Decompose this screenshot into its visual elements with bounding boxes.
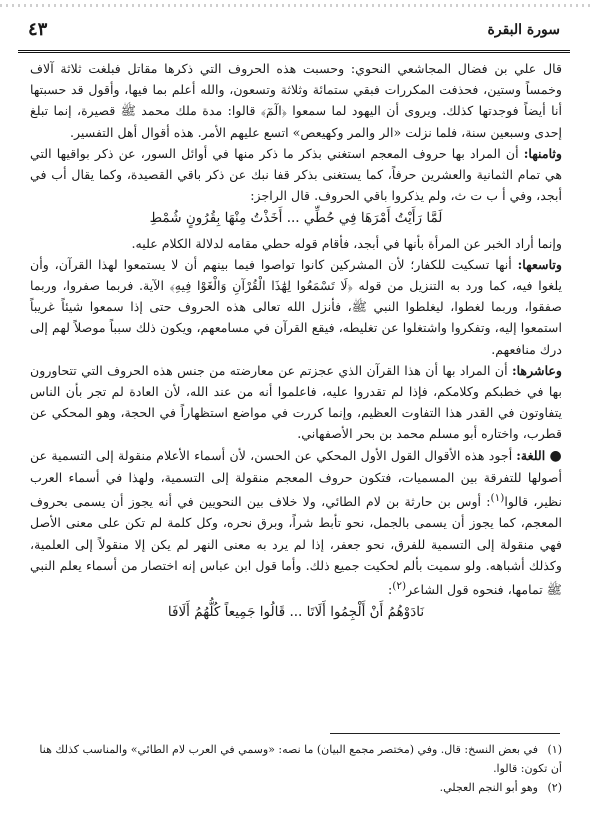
paragraph-2-text: أن المراد بها حروف المعجم استغني بذكر ما ذكر منها في أوائل السور، عن ذكر بواقيها التي هي تمام الثمانية والعشرين حرفاً، كما يستغنى بذكر قفا نبك عن ذكر باقي القصيدة، وكما يقال أب في أبجد، وفي أ ب ت ث، ولم يذكروا باقي الحروف. قال الراجز:: [30, 145, 562, 204]
paragraph-6-text-b: : أوس بن حارثة بن لام الطائي، ولا خلاف بين النحويين في أنه يجوز أن يسمى بحروف المعجم، كما يجوز أن يسمى بالجمل، نحو تأبط شراً، وبرق نحره، وكل كلمة لم تكن على معنى الأصل فهي منقولة إلى التسمية للفرق، نحو جعفر، إذا لم يرد به معنى النهر لم يكن إلا منقولاً إلى العلمية، وكذلك أشباهه. ولو سميت بألم لحكيت جميع ذلك. وأما قول ابن عباس إنه اختصار من أسماء يعلم النبي ﷺ تمامها، فنحوه قول الشاعر: [30, 494, 562, 598]
footnote-ref-2[interactable]: (٢): [392, 580, 407, 593]
paragraph-1: قال علي بن فضال المجاشعي النحوي: وحسبت هذه الحروف التي ذكرها مقاتل فبلغت ثلاثة آلاف وخمساً وستين، فحذفت المكررات فبقي ستمائة وثلاثة وتسعون، والله أعلم بما فيها، وأقول قد حسبتها أنا أيضاً فوجدتها كذلك. ويروى أن اليهود لما سمعوا ﴿الٓمٓ﴾ قالوا: مدة ملك محمد ﷺ قصيرة، إنما تبلغ إحدى وسبعين سنة، فلما نزلت «الر والمر وكهيعص» اتسع عليهم الأمر. هذه أقوال أهل التفسير.: [30, 61, 562, 140]
paragraph-3: وإنما أراد الخبر عن المرأة بأنها في أبجد، فأقام قوله حطي مقامه لدلالة الكلام عليه.: [131, 235, 562, 251]
paragraph-6: [30, 445, 562, 601]
running-header: [18, 16, 570, 48]
paragraph-5: [30, 360, 562, 445]
paragraph-6-text-a: أجود هذه الأقوال القول الأول المحكي عن الحسن، لأن أسماء الأعلام منقولة إلى التسمية عن أصولها للتفرقة بين المسميات، فتكون حروف المعجم منقولة إلى التسمية، ولهذا في أسماء العرب نظير، قالوا: [30, 447, 562, 510]
page-number: ٤٣: [28, 19, 48, 40]
section-label-10: وعاشرها:: [511, 362, 562, 378]
footnote-divider: [330, 733, 560, 734]
section-label-8: وثامنها:: [523, 145, 562, 161]
footnote-ref-1[interactable]: (١): [490, 492, 505, 505]
surah-title: سورة البقرة: [487, 22, 560, 38]
footnote-1-number: (١): [547, 743, 562, 756]
main-text: [30, 58, 562, 627]
paragraph-6-text-c: :: [387, 582, 393, 598]
poem-verse-1: لَمَّا رَأَيْتُ أَمْرَهَا فِي حُطِّي ... أَخَذْتُ مِنْهَا بِقُرُونٍ شُمْطِ: [149, 210, 443, 227]
footnote-2: [30, 778, 562, 797]
footnote-2-number: (٢): [547, 781, 562, 794]
page-edge-texture: [0, 4, 590, 7]
paragraph-2: [30, 143, 562, 207]
footnotes: [30, 740, 562, 797]
header-divider: [18, 50, 570, 53]
footnote-2-text: وهو أبو النجم العجلي.: [439, 781, 538, 794]
poem-verse-2: نَادَوْهُمُ أَنْ أَلْجِمُوا أَلَاتَا ... قَالُوا جَمِيعاً كُلُّهُمُ أَلَافَا: [167, 604, 425, 621]
section-label-9: وتاسعها:: [517, 256, 562, 272]
paragraph-4: [30, 254, 562, 360]
bullet-icon: ●: [549, 447, 562, 464]
footnote-1-text: في بعض النسخ: قال. وفي (مختصر مجمع البيان) ما نصه: «وسمي في العرب لام الطائي» والمناسب كذلك هنا أن تكون: قالوا.: [39, 743, 562, 775]
footnote-1: [30, 740, 562, 778]
paragraph-4-text: أنها تسكيت للكفار؛ لأن المشركين كانوا تواصوا فيما بينهم أن لا يستمعوا لهذا القرآن، وأن يلغوا فيه، كما ورد به التنزيل من قوله ﴿لَا تَسْمَعُوا لِهَٰذَا الْقُرْآنِ وَالْغَوْا فِيهِ﴾ الآية. فربما صفروا، وربما صفقوا، وربما لغطوا، ليغلطوا النبي ﷺ، فأنزل الله تعالى هذه الحروف حتى إذا سمعوا شيئاً غريباً استمعوا إليه، وتفكروا واشتغلوا عن تغليطه، فيقع القرآن في مسامعهم، ويكون ذلك سبباً موصلاً لهم إلى درك منافعهم.: [30, 256, 562, 357]
section-label-language: اللغة:: [516, 447, 546, 463]
paragraph-5-text: أن المراد بها أن هذا القرآن الذي عجزتم عن معارضته من جنس هذه الحروف التي تتحاورون بها في خطبكم وكلامكم، فإذا لم تقدروا عليه، فاعلموا أنه من عند الله، لأن العادة لم تجر بأن الناس يتفاوتون في القدر هذا التفاوت العظيم، وإنما كررت في مواضع استظهاراً في الحجة، وهو المحكي عن قطرب، واختاره أبو مسلم محمد بن بحر الأصفهاني.: [30, 362, 562, 442]
